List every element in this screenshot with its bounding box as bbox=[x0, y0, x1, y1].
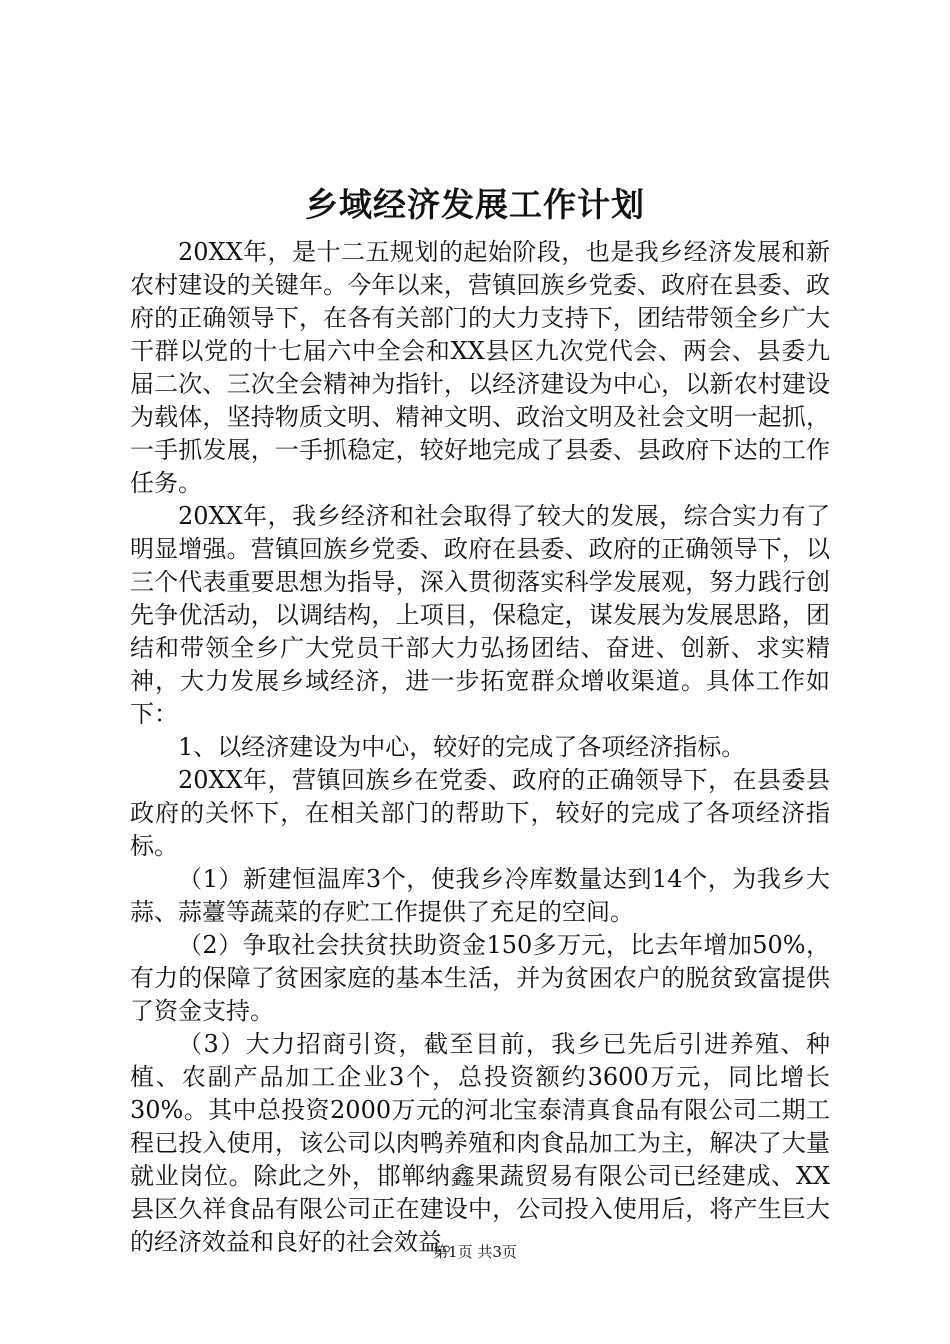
list-item: （2）争取社会扶贫扶助资金150多万元，比去年增加50%，有力的保障了贫困家庭的基本生活，并为贫困农户的脱贫致富提供了资金支持。 bbox=[130, 931, 830, 1025]
document-title: 乡域经济发展工作计划 bbox=[305, 185, 645, 224]
section-heading: 1、以经济建设为中心，较好的完成了各项经济指标。 bbox=[178, 733, 746, 761]
paragraph: 20XX年，营镇回族乡在党委、政府的正确领导下，在县委县政府的关怀下，在相关部门的帮助下，较好的完成了各项经济指标。 bbox=[130, 766, 830, 860]
list-item: （3）大力招商引资，截至目前，我乡已先后引进养殖、种植、农副产品加工企业3个，总投资额约3600万元，同比增长30%。其中总投资2000万元的河北宝泰清真食品有限公司二期工程已投入使用，该公司以肉鸭养殖和肉食品加工为主，解决了大量就业岗位。除此之外，邯郸纳鑫果蔬贸易有限公司已经建成、XX县区久祥食品有限公司正在建设中，公司投入使用后，将产生巨大的经济效益和良好的社会效益。 bbox=[130, 1030, 830, 1256]
document-body bbox=[130, 236, 830, 1259]
list-item: （1）新建恒温库3个，使我乡冷库数量达到14个，为我乡大蒜、蒜薹等蔬菜的存贮工作提供了充足的空间。 bbox=[130, 865, 830, 926]
paragraph: 20XX年，是十二五规划的起始阶段，也是我乡经济发展和新农村建设的关键年。今年以来，营镇回族乡党委、政府在县委、政府的正确领导下，在各有关部门的大力支持下，团结带领全乡广大干群以党的十七届六中全会和XX县区九次党代会、两会、县委九届二次、三次全会精神为指针，以经济建设为中心，以新农村建设为载体，坚持物质文明、精神文明、政治文明及社会文明一起抓，一手抓发展，一手抓稳定，较好地完成了县委、县政府下达的工作任务。 bbox=[130, 238, 830, 497]
page-footer: 第1页 共3页 bbox=[433, 1243, 517, 1261]
paragraph: 20XX年，我乡经济和社会取得了较大的发展，综合实力有了明显增强。营镇回族乡党委、政府在县委、政府的正确领导下，以三个代表重要思想为指导，深入贯彻落实科学发展观，努力践行创先争优活动，以调结构，上项目，保稳定，谋发展为发展思路，团结和带领全乡广大党员干部大力弘扬团结、奋进、创新、求实精神，大力发展乡域经济，进一步拓宽群众增收渠道。具体工作如下： bbox=[130, 502, 830, 728]
